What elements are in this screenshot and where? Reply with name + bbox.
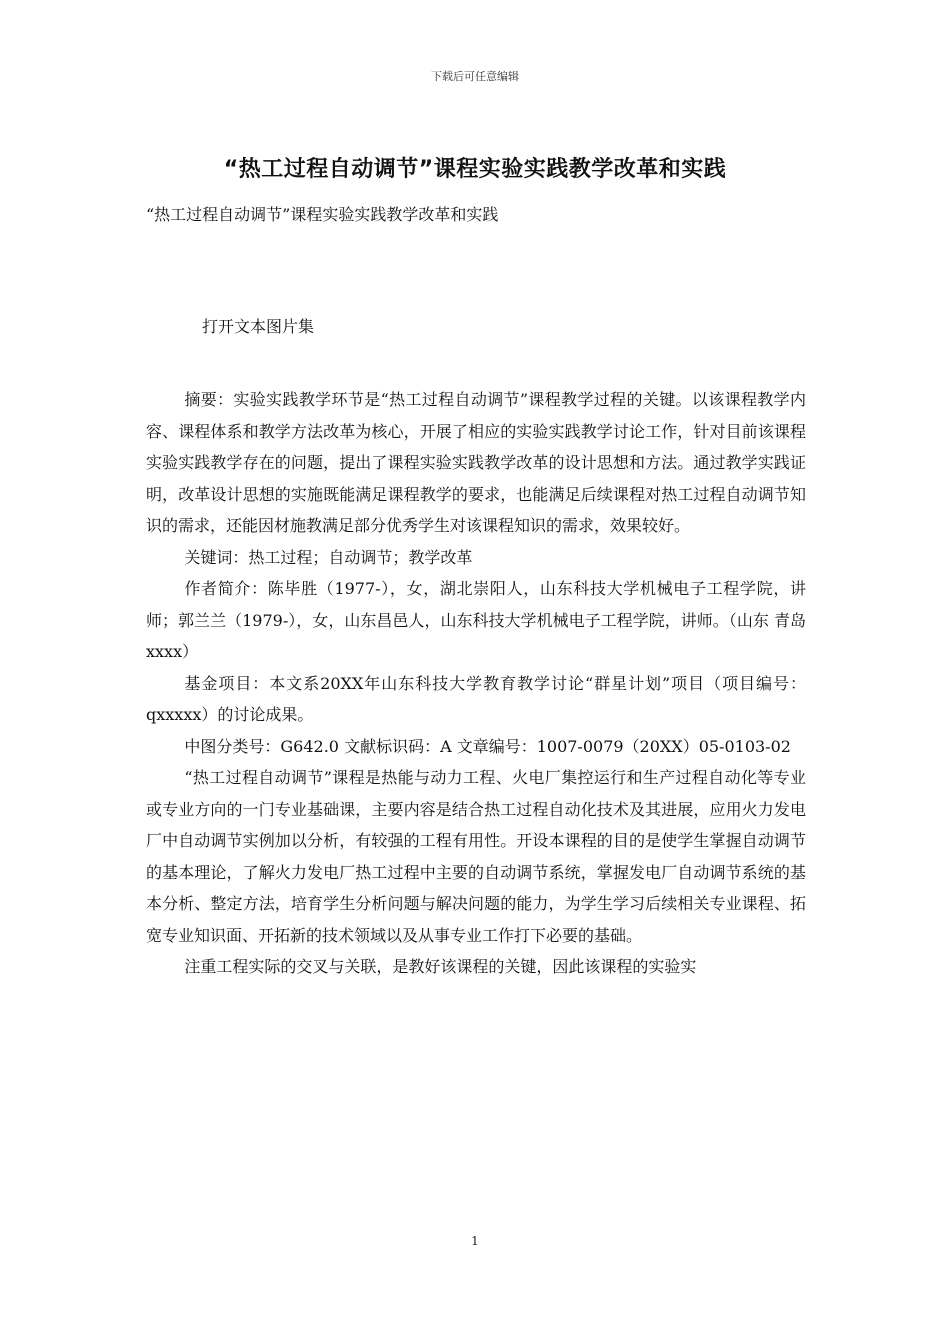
keywords-paragraph: 关键词：热工过程；自动调节；教学改革 <box>184 547 473 567</box>
header-note: 下载后可任意编辑 <box>431 70 519 83</box>
open-image-gallery-link[interactable]: 打开文本图片集 <box>202 317 315 336</box>
continued-paragraph: 注重工程实际的交叉与关联，是教好该课程的关键，因此该课程的实验实 <box>184 957 697 976</box>
classification-paragraph: 中图分类号：G642.0 文献标识码：A 文章编号：1007-0079（20XX）05-0103-02 <box>184 736 791 756</box>
document-subtitle: “热工过程自动调节”课程实验实践教学改革和实践 <box>146 205 499 224</box>
document-title: “热工过程自动调节”课程实验实践教学改革和实践 <box>223 157 727 182</box>
funding-paragraph: 基金项目：本文系20XX年山东科技大学教育教学讨论“群星计划”项目（项目编号：qxxxxx）的讨论成果。 <box>146 673 806 724</box>
course-intro-paragraph: “热工过程自动调节”课程是热能与动力工程、火电厂集控运行和生产过程自动化等专业或专业方向的一门专业基础课，主要内容是结合热工过程自动化技术及其进展，应用火力发电厂中自动调节实例加以分析，有较强的工程有用性。开设本课程的目的是使学生掌握自动调节的基本理论，了解火力发电厂热工过程中主要的自动调节系统，掌握发电厂自动调节系统的基本分析、整定方法，培育学生分析问题与解决问题的能力，为学生学习后续相关专业课程、拓宽专业知识面、开拓新的技术领域以及从事专业工作打下必要的基础。 <box>146 768 806 945</box>
page-number: 1 <box>471 1234 479 1248</box>
author-intro-paragraph: 作者简介：陈毕胜（1977-），女，湖北崇阳人，山东科技大学机械电子工程学院，讲师；郭兰兰（1979-），女，山东昌邑人，山东科技大学机械电子工程学院，讲师。（山东 青岛 xxxx） <box>146 579 806 661</box>
abstract-paragraph: 摘要：实验实践教学环节是“热工过程自动调节”课程教学过程的关键。以该课程教学内容、课程体系和教学方法改革为核心，开展了相应的实验实践教学讨论工作，针对目前该课程实验实践教学存在的问题，提出了课程实验实践教学改革的设计思想和方法。通过教学实践证明，改革设计思想的实施既能满足课程教学的要求，也能满足后续课程对热工过程自动调节知识的需求，还能因材施教满足部分优秀学生对该课程知识的需求，效果较好。 <box>146 390 806 535</box>
document-body <box>146 384 806 983</box>
